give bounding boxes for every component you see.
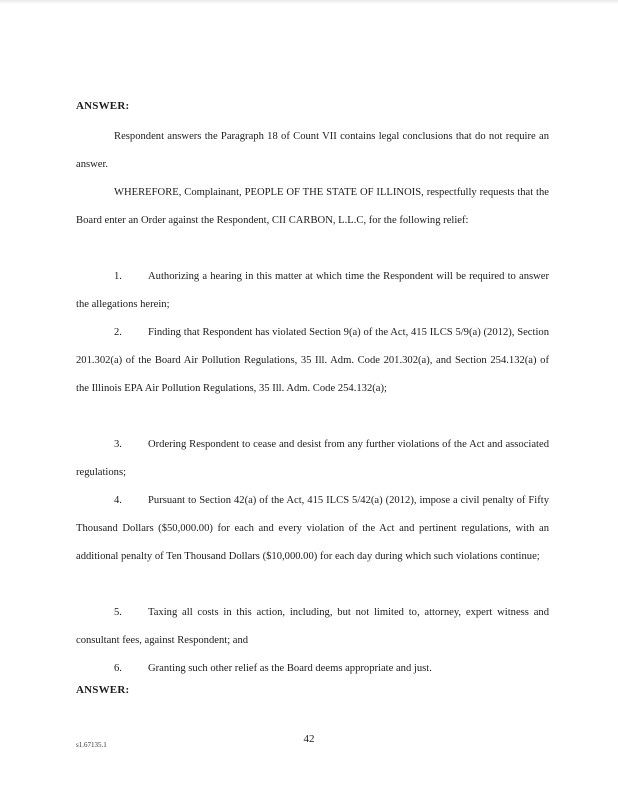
relief-item-5 — [76, 599, 549, 655]
relief-item-text: Authorizing a hearing in this matter at which time the Respondent will be required to answer the allegations herein; — [76, 271, 549, 310]
relief-item-text: Granting such other relief as the Board deems appropriate and just. — [148, 663, 432, 674]
relief-item-number: 1. — [114, 271, 122, 282]
relief-item-number: 3. — [114, 439, 122, 450]
relief-item-number: 6. — [114, 663, 122, 674]
answer-heading-bottom: ANSWER: — [76, 684, 130, 696]
scan-edge — [0, 0, 618, 4]
answer-paragraph: Respondent answers the Paragraph 18 of Count VII contains legal conclusions that do not require an answer. — [76, 131, 549, 170]
relief-item-text: Pursuant to Section 42(a) of the Act, 415 ILCS 5/42(a) (2012), impose a civil penalty of Fifty Thousand Dollars ($50,000.00) for each and every violation of the Act and pertinent regulations, with an additional penalty of Ten Thousand Dollars ($10,000.00) for each day during which such violations continue; — [76, 495, 549, 562]
wherefore-paragraph: WHEREFORE, Complainant, PEOPLE OF THE STATE OF ILLINOIS, respectfully requests that the Board enter an Order against the Respondent, CII CARBON, L.L.C, for the following relief: — [76, 187, 549, 226]
answer-heading: ANSWER: — [76, 100, 130, 112]
relief-item-3 — [76, 431, 549, 487]
document-id: s1.67135.1 — [76, 741, 107, 749]
relief-item-number: 4. — [114, 495, 122, 506]
relief-item-text: Finding that Respondent has violated Section 9(a) of the Act, 415 ILCS 5/9(a) (2012), Section 201.302(a) of the Board Air Pollution Regulations, 35 Ill. Adm. Code 201.302(a), and Section 254.132(a) of the Illinois EPA Air Pollution Regulations, 35 Ill. Adm. Code 254.132(a); — [76, 327, 549, 394]
relief-item-6 — [76, 655, 549, 683]
page-number: 42 — [303, 733, 315, 745]
relief-item-2 — [76, 319, 549, 403]
relief-item-text: Ordering Respondent to cease and desist from any further violations of the Act and associated regulations; — [76, 439, 549, 478]
relief-item-text: Taxing all costs in this action, including, but not limited to, attorney, expert witness and consultant fees, against Respondent; and — [76, 607, 549, 646]
relief-item-number: 5. — [114, 607, 122, 618]
relief-item-4 — [76, 487, 549, 571]
relief-item-1 — [76, 263, 549, 319]
relief-item-number: 2. — [114, 327, 122, 338]
